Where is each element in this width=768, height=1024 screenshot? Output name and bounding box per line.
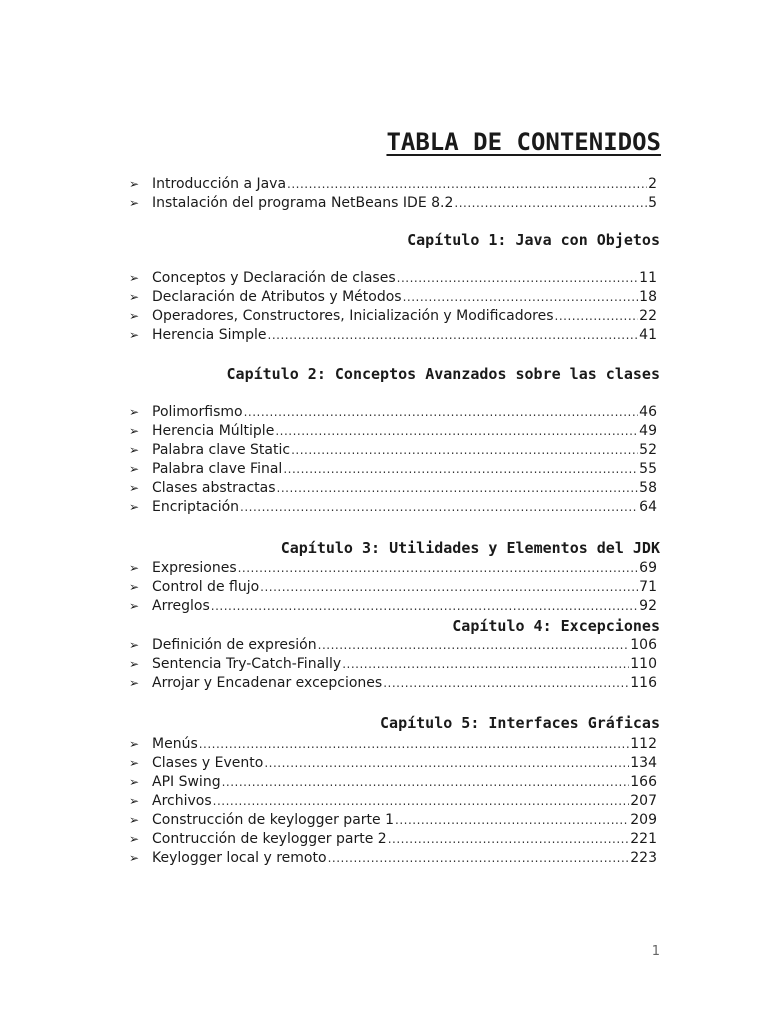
toc-entry-text: Arreglos [152,598,210,614]
toc-entry-text: Clases abstractas [152,480,276,496]
toc-entry [129,578,657,597]
toc-entry-page: 110 [630,656,657,672]
toc-entry [129,655,657,674]
chapter-3-list [129,559,657,616]
dot-leader [244,403,639,422]
toc-entry-text: Contrucción de keylogger parte 2 [152,831,387,847]
toc-entry-text: Sentencia Try-Catch-Finally [152,656,342,672]
toc-entry [129,830,657,849]
toc-entry-page: 106 [630,637,657,653]
toc-entry [129,773,657,792]
arrow-bullet-icon: ➢ [129,813,140,827]
toc-entry-page: 209 [630,812,657,828]
toc-entry-page: 55 [639,461,657,477]
toc-entry-page: 64 [639,499,657,515]
toc-entry [129,194,657,213]
toc-entry [129,559,657,578]
toc-entry-text: Instalación del programa NetBeans IDE 8.2 [152,195,454,211]
arrow-bullet-icon: ➢ [129,737,140,751]
toc-entry-page: 207 [630,793,657,809]
toc-entry-page: 71 [639,579,657,595]
toc-entry-text: Arrojar y Encadenar excepciones [152,675,383,691]
toc-entry-page: 58 [639,480,657,496]
toc-entry-page: 11 [639,270,657,286]
dot-leader [318,636,630,655]
page-title: TABLA DE CONTENIDOS [386,128,661,156]
arrow-bullet-icon: ➢ [129,832,140,846]
toc-entry-text: Menús [152,736,198,752]
arrow-bullet-icon: ➢ [129,580,140,594]
toc-entry-page: 134 [630,755,657,771]
dot-leader [403,288,639,307]
dot-leader [275,422,638,441]
toc-entry-page: 52 [639,442,657,458]
toc-entry-text: Definición de expresión [152,637,317,653]
arrow-bullet-icon: ➢ [129,657,140,671]
toc-entry-page: 18 [639,289,657,305]
toc-entry-page: 22 [639,308,657,324]
arrow-bullet-icon: ➢ [129,500,140,514]
arrow-bullet-icon: ➢ [129,561,140,575]
chapter-heading: Capítulo 1: Java con Objetos [407,231,660,249]
toc-entry-text: Herencia Múltiple [152,423,275,439]
chapter-heading: Capítulo 2: Conceptos Avanzados sobre las clases [226,365,660,383]
chapter-1-list [129,269,657,345]
chapter-2-list [129,403,657,517]
arrow-bullet-icon: ➢ [129,676,140,690]
toc-entry-text: Construcción de keylogger parte 1 [152,812,394,828]
dot-leader [328,849,630,868]
toc-entry [129,849,657,868]
toc-entry [129,498,657,517]
toc-entry-page: 5 [648,195,657,211]
toc-entry-page: 223 [630,850,657,866]
toc-entry [129,175,657,194]
arrow-bullet-icon: ➢ [129,196,140,210]
arrow-bullet-icon: ➢ [129,405,140,419]
dot-leader [397,269,639,288]
toc-entry-page: 2 [648,176,657,192]
toc-entry-text: Conceptos y Declaración de clases [152,270,396,286]
toc-entry-text: Introducción a Java [152,176,287,192]
toc-entry-text: Expresiones [152,560,237,576]
page-number: 1 [651,944,660,959]
toc-entry [129,792,657,811]
toc-entry [129,422,657,441]
toc-entry [129,479,657,498]
arrow-bullet-icon: ➢ [129,638,140,652]
dot-leader [238,559,639,578]
arrow-bullet-icon: ➢ [129,756,140,770]
chapter-5-list [129,735,657,868]
arrow-bullet-icon: ➢ [129,290,140,304]
arrow-bullet-icon: ➢ [129,794,140,808]
dot-leader [555,307,639,326]
dot-leader [260,578,638,597]
arrow-bullet-icon: ➢ [129,309,140,323]
arrow-bullet-icon: ➢ [129,271,140,285]
dot-leader [240,498,638,517]
dot-leader [383,674,629,693]
dot-leader [395,811,629,830]
toc-entry-text: Operadores, Constructores, Inicialización y Modificadores [152,308,554,324]
dot-leader [213,792,630,811]
chapter-heading: Capítulo 3: Utilidades y Elementos del JDK [280,539,660,557]
toc-entry [129,441,657,460]
toc-entry-text: Palabra clave Static [152,442,291,458]
toc-entry-page: 46 [639,404,657,420]
toc-entry-page: 112 [630,736,657,752]
dot-leader [283,460,638,479]
toc-entry-page: 69 [639,560,657,576]
toc-entry [129,636,657,655]
arrow-bullet-icon: ➢ [129,851,140,865]
toc-entry [129,735,657,754]
intro-list [129,175,657,213]
toc-entry-page: 49 [639,423,657,439]
dot-leader [277,479,639,498]
toc-entry-text: Clases y Evento [152,755,264,771]
dot-leader [287,175,647,194]
toc-entry-page: 166 [630,774,657,790]
toc-entry [129,597,657,616]
toc-entry-text: Keylogger local y remoto [152,850,327,866]
arrow-bullet-icon: ➢ [129,462,140,476]
toc-entry-text: API Swing [152,774,221,790]
toc-entry [129,307,657,326]
arrow-bullet-icon: ➢ [129,177,140,191]
toc-entry [129,460,657,479]
dot-leader [211,597,638,616]
dot-leader [264,754,629,773]
toc-entry-text: Palabra clave Final [152,461,283,477]
chapter-heading: Capítulo 4: Excepciones [452,617,660,635]
dot-leader [268,326,639,345]
toc-entry-page: 92 [639,598,657,614]
toc-entry [129,403,657,422]
dot-leader [342,655,629,674]
dot-leader [222,773,630,792]
dot-leader [291,441,638,460]
arrow-bullet-icon: ➢ [129,424,140,438]
toc-entry [129,674,657,693]
arrow-bullet-icon: ➢ [129,599,140,613]
toc-entry-text: Control de flujo [152,579,260,595]
chapter-4-list [129,636,657,693]
toc-entry [129,754,657,773]
toc-entry-text: Archivos [152,793,212,809]
toc-entry-text: Polimorfismo [152,404,243,420]
arrow-bullet-icon: ➢ [129,481,140,495]
arrow-bullet-icon: ➢ [129,775,140,789]
dot-leader [388,830,630,849]
toc-entry-page: 116 [630,675,657,691]
toc-entry-page: 221 [630,831,657,847]
dot-leader [454,194,647,213]
chapter-heading: Capítulo 5: Interfaces Gráficas [380,714,660,732]
toc-entry-text: Declaración de Atributos y Métodos [152,289,402,305]
toc-entry-text: Herencia Simple [152,327,267,343]
arrow-bullet-icon: ➢ [129,328,140,342]
arrow-bullet-icon: ➢ [129,443,140,457]
toc-entry [129,288,657,307]
toc-entry [129,269,657,288]
dot-leader [199,735,630,754]
toc-entry-text: Encriptación [152,499,240,515]
toc-entry [129,326,657,345]
toc-entry [129,811,657,830]
toc-entry-page: 41 [639,327,657,343]
